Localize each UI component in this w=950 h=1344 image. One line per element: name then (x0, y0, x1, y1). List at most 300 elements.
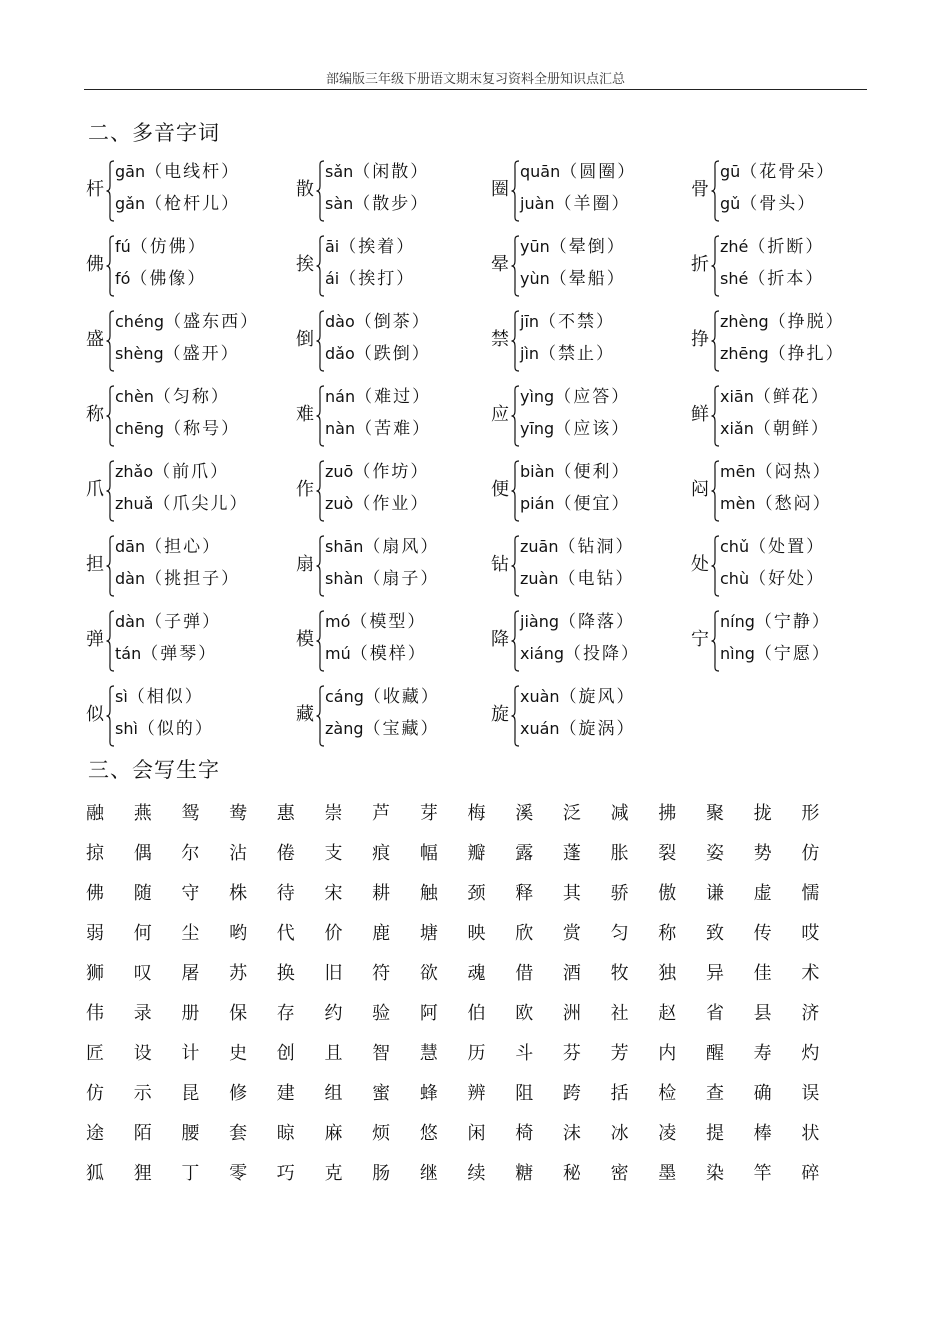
polyphone-reading (115, 161, 240, 183)
character-cell: 蓬 (562, 843, 581, 864)
example-word: （朝鲜） (753, 419, 830, 439)
character-cell: 套 (229, 1123, 248, 1144)
character-cell: 状 (801, 1123, 820, 1144)
character-cell: 触 (419, 883, 438, 904)
pinyin-label: jiàng (520, 612, 559, 631)
pinyin-label: xiáng (520, 644, 565, 663)
character-cell: 弱 (86, 923, 104, 944)
pinyin-label: chéng (115, 312, 165, 331)
character-cell: 染 (705, 1163, 724, 1184)
pinyin-label: dān (115, 537, 146, 556)
character-cell: 约 (324, 1003, 343, 1024)
character-cell: 狮 (86, 963, 104, 984)
polyphone-char: 宁 (691, 629, 709, 650)
pinyin-label: gǎn (115, 194, 146, 213)
character-cell: 映 (467, 923, 486, 944)
polyphone-reading (115, 311, 259, 333)
character-cell: 冰 (610, 1123, 629, 1144)
pinyin-label: dàn (115, 569, 146, 588)
character-cell: 丁 (181, 1163, 200, 1184)
example-word: （应该） (554, 419, 631, 439)
polyphone-char: 挨 (296, 254, 314, 275)
pinyin-label: zhǎo (115, 462, 154, 481)
polyphone-entry (296, 608, 491, 674)
pinyin-label: zuō (325, 462, 354, 481)
character-cell: 倦 (276, 843, 295, 864)
polyphone-entry (491, 158, 691, 224)
character-cell: 独 (658, 963, 677, 984)
example-word: （盛开） (163, 344, 240, 364)
character-cell: 拢 (753, 803, 772, 824)
example-word: （便利） (554, 462, 631, 482)
character-cell: 闲 (467, 1123, 486, 1144)
polyphone-reading (115, 193, 240, 215)
character-cell: 宋 (324, 883, 343, 904)
pinyin-label: xiān (720, 387, 754, 406)
example-word: （旋涡） (559, 719, 636, 739)
example-word: （圆圈） (560, 162, 637, 182)
character-cell: 借 (515, 963, 534, 984)
character-cell: 尔 (181, 843, 200, 864)
character-cell: 耕 (372, 883, 391, 904)
example-word: （晕倒） (549, 237, 626, 257)
polyphone-entry (691, 458, 886, 524)
character-cell: 痕 (372, 843, 391, 864)
polyphone-entry (491, 383, 691, 449)
pinyin-label: shé (720, 269, 749, 288)
polyphone-reading (115, 236, 207, 258)
polyphone-char: 便 (491, 479, 509, 500)
example-word: （模型） (350, 612, 427, 632)
character-cell: 苏 (229, 963, 248, 984)
polyphone-reading (325, 236, 415, 258)
character-cell: 阻 (515, 1083, 534, 1104)
character-cell: 仿 (86, 1083, 104, 1104)
pinyin-label: shān (325, 537, 364, 556)
character-cell: 泛 (562, 803, 581, 824)
character-cell: 形 (801, 803, 820, 824)
polyphone-reading (520, 161, 636, 183)
example-word: （收藏） (363, 687, 440, 707)
example-word: （难过） (355, 387, 432, 407)
polyphone-char: 盛 (86, 329, 104, 350)
left-brace-icon (511, 385, 520, 447)
character-cell: 内 (658, 1043, 677, 1064)
pinyin-label: zàng (325, 719, 364, 738)
polyphone-reading (720, 461, 832, 483)
character-cell: 其 (562, 883, 581, 904)
pinyin-label: chù (720, 569, 750, 588)
example-word: （宁静） (754, 612, 831, 632)
polyphone-reading (115, 461, 229, 483)
character-cell: 燕 (133, 803, 152, 824)
polyphone-char: 佛 (86, 254, 104, 275)
polyphone-reading (520, 311, 615, 333)
character-cell: 傲 (658, 883, 677, 904)
example-word: （羊圈） (554, 194, 631, 214)
character-cell: 株 (229, 883, 248, 904)
pinyin-label: juàn (520, 194, 555, 213)
polyphone-entry (691, 158, 886, 224)
character-cell: 致 (705, 923, 724, 944)
polyphone-reading (325, 686, 440, 708)
pinyin-label: nán (325, 387, 356, 406)
pinyin-label: yīng (520, 419, 555, 438)
example-word: （盛东西） (164, 312, 260, 332)
section-title-characters: 三、会写生字 (88, 758, 220, 782)
left-brace-icon (511, 310, 520, 372)
character-cell: 融 (86, 803, 104, 824)
character-cell: 确 (753, 1083, 772, 1104)
polyphone-reading (115, 718, 214, 740)
pinyin-label: xiǎn (720, 419, 754, 438)
character-cell: 称 (658, 923, 677, 944)
character-cell: 慧 (419, 1043, 438, 1064)
character-cell: 组 (324, 1083, 343, 1104)
polyphone-reading (520, 461, 631, 483)
character-cell: 惠 (276, 803, 295, 824)
character-cell: 异 (705, 963, 724, 984)
polyphone-entry (86, 608, 296, 674)
polyphone-char: 旋 (491, 704, 509, 725)
polyphone-reading (720, 161, 835, 183)
character-cell: 牧 (610, 963, 629, 984)
left-brace-icon (106, 385, 115, 447)
left-brace-icon (511, 685, 520, 747)
pinyin-label: dàn (115, 612, 146, 631)
character-cell: 县 (753, 1003, 772, 1024)
polyphone-entry (86, 683, 296, 749)
character-cell: 伟 (86, 1003, 104, 1024)
character-cell: 梅 (467, 803, 486, 824)
polyphone-char: 扇 (296, 554, 314, 575)
character-cell: 且 (324, 1043, 343, 1064)
polyphone-reading (325, 718, 440, 740)
polyphone-entry (296, 533, 491, 599)
polyphone-reading (720, 343, 845, 365)
character-cell: 册 (181, 1003, 200, 1024)
character-cell: 匠 (86, 1043, 104, 1064)
polyphone-entry (86, 383, 296, 449)
pinyin-label: quān (520, 162, 561, 181)
left-brace-icon (106, 235, 115, 297)
character-cell: 哟 (229, 923, 248, 944)
polyphone-reading (520, 686, 636, 708)
character-cell: 裂 (658, 843, 677, 864)
polyphone-entry (296, 308, 491, 374)
character-cell: 悠 (419, 1123, 438, 1144)
character-cell: 守 (181, 883, 200, 904)
left-brace-icon (711, 160, 720, 222)
pinyin-label: mó (325, 612, 351, 631)
character-cell: 佳 (753, 963, 772, 984)
left-brace-icon (106, 610, 115, 672)
polyphone-reading (720, 568, 825, 590)
polyphone-reading (115, 268, 206, 290)
pinyin-label: xuàn (520, 687, 560, 706)
character-cell: 支 (324, 843, 343, 864)
pinyin-label: níng (720, 612, 755, 631)
polyphone-entry (86, 533, 296, 599)
character-cell: 历 (467, 1043, 486, 1064)
left-brace-icon (316, 535, 325, 597)
polyphone-entry (296, 158, 491, 224)
pinyin-label: nìng (720, 644, 755, 663)
polyphone-entry (86, 458, 296, 524)
character-cell: 阿 (419, 1003, 438, 1024)
character-cell: 偶 (133, 843, 152, 864)
left-brace-icon (106, 310, 115, 372)
left-brace-icon (316, 460, 325, 522)
character-cell: 肠 (372, 1163, 391, 1184)
character-cell: 竿 (753, 1163, 772, 1184)
character-cell: 济 (801, 1003, 820, 1024)
polyphone-reading (720, 611, 831, 633)
polyphone-entry (691, 308, 886, 374)
character-cell: 续 (467, 1163, 486, 1184)
character-cell: 克 (324, 1163, 343, 1184)
character-cell: 继 (419, 1163, 438, 1184)
character-cell: 塘 (419, 923, 438, 944)
pinyin-label: yūn (520, 237, 550, 256)
polyphone-entry (491, 533, 691, 599)
polyphone-char: 模 (296, 629, 314, 650)
pinyin-label: fó (115, 269, 131, 288)
character-cell: 椅 (515, 1123, 534, 1144)
character-cell: 价 (324, 923, 343, 944)
character-cell: 途 (86, 1123, 104, 1144)
character-cell: 晾 (276, 1123, 295, 1144)
character-cell: 录 (133, 1003, 152, 1024)
pinyin-label: sì (115, 687, 128, 706)
character-cell: 待 (276, 883, 295, 904)
polyphone-reading (325, 268, 415, 290)
polyphone-char: 降 (491, 629, 509, 650)
example-word: （挨打） (339, 269, 416, 289)
polyphone-char: 作 (296, 479, 314, 500)
character-cell: 尘 (181, 923, 200, 944)
character-cell: 芽 (419, 803, 438, 824)
pinyin-label: yùn (520, 269, 550, 288)
polyphone-char: 骨 (691, 179, 709, 200)
character-cell: 旧 (324, 963, 343, 984)
example-word: （扇风） (363, 537, 440, 557)
character-cell: 醒 (705, 1043, 724, 1064)
polyphone-entry (86, 308, 296, 374)
character-cell: 芦 (372, 803, 391, 824)
polyphone-entry (296, 458, 491, 524)
pinyin-label: sàn (325, 194, 354, 213)
polyphone-reading (325, 343, 431, 365)
pinyin-label: gǔ (720, 194, 741, 213)
character-cell: 赏 (562, 923, 581, 944)
character-cell: 棒 (753, 1123, 772, 1144)
character-cell: 传 (753, 923, 772, 944)
character-cell: 括 (610, 1083, 629, 1104)
pinyin-label: zhé (720, 237, 749, 256)
polyphone-entry (491, 458, 691, 524)
polyphone-reading (720, 268, 824, 290)
polyphone-char: 难 (296, 404, 314, 425)
pinyin-label: chǔ (720, 537, 750, 556)
pinyin-label: shì (115, 719, 138, 738)
polyphone-char: 鲜 (691, 404, 709, 425)
polyphone-char: 爪 (86, 479, 104, 500)
character-cell: 聚 (705, 803, 724, 824)
example-word: （降落） (559, 612, 635, 632)
polyphone-entry (491, 683, 691, 749)
polyphone-reading (325, 418, 431, 440)
character-cell: 零 (229, 1163, 248, 1184)
example-word: （投降） (564, 644, 641, 664)
left-brace-icon (316, 235, 325, 297)
left-brace-icon (711, 535, 720, 597)
character-cell: 麻 (324, 1123, 343, 1144)
polyphone-char: 钻 (491, 554, 509, 575)
polyphone-entry (691, 533, 886, 599)
example-word: （作业） (353, 494, 430, 514)
polyphone-reading (520, 236, 626, 258)
character-cell: 沾 (229, 843, 248, 864)
example-word: （前爪） (153, 462, 230, 482)
left-brace-icon (316, 160, 325, 222)
polyphone-reading (520, 611, 635, 633)
example-word: （便宜） (554, 494, 631, 514)
example-word: （倒茶） (354, 312, 431, 332)
polyphone-reading (325, 568, 439, 590)
polyphone-reading (520, 386, 630, 408)
example-word: （模样） (350, 644, 427, 664)
example-word: （苦难） (355, 419, 432, 439)
polyphone-entry (691, 383, 886, 449)
polyphone-reading (720, 193, 816, 215)
character-cell: 修 (229, 1083, 248, 1104)
character-cell: 示 (133, 1083, 152, 1104)
character-cell: 伯 (467, 1003, 486, 1024)
example-word: （担心） (145, 537, 222, 557)
pinyin-label: zhuǎ (115, 494, 154, 513)
character-cell: 斗 (515, 1043, 534, 1064)
polyphone-reading (520, 718, 636, 740)
polyphone-reading (115, 611, 221, 633)
left-brace-icon (711, 310, 720, 372)
character-cell: 欧 (515, 1003, 534, 1024)
character-cell: 匀 (610, 923, 629, 944)
pinyin-label: xuán (520, 719, 560, 738)
character-cell: 颈 (467, 883, 486, 904)
pinyin-label: shèng (115, 344, 164, 363)
pinyin-label: tán (115, 644, 142, 663)
section-title-polyphones: 二、多音字词 (88, 121, 220, 145)
pinyin-label: gū (720, 162, 741, 181)
character-cell: 巧 (276, 1163, 295, 1184)
character-cell: 创 (276, 1043, 295, 1064)
character-cell: 代 (276, 923, 295, 944)
example-word: （散步） (353, 194, 430, 214)
polyphone-entry (86, 233, 296, 299)
character-cell: 验 (372, 1003, 391, 1024)
character-cell: 洲 (562, 1003, 581, 1024)
polyphone-reading (115, 493, 248, 515)
pinyin-label: āi (325, 237, 340, 256)
polyphone-entry (491, 608, 691, 674)
pinyin-label: nàn (325, 419, 356, 438)
character-cell: 检 (658, 1083, 677, 1104)
example-word: （应答） (554, 387, 631, 407)
character-cell: 蜂 (419, 1083, 438, 1104)
left-brace-icon (316, 385, 325, 447)
pinyin-label: zuàn (520, 569, 559, 588)
character-cell: 辨 (467, 1083, 486, 1104)
character-cell: 鸯 (229, 803, 248, 824)
example-word: （似的） (137, 719, 214, 739)
polyphone-char: 藏 (296, 704, 314, 725)
polyphone-reading (115, 536, 221, 558)
pinyin-label: ái (325, 269, 340, 288)
character-cell: 姿 (705, 843, 724, 864)
polyphone-reading (325, 643, 427, 665)
polyphone-reading (325, 161, 429, 183)
polyphone-reading (115, 568, 240, 590)
polyphone-reading (325, 611, 426, 633)
left-brace-icon (511, 235, 520, 297)
character-cell: 寿 (753, 1043, 772, 1064)
character-cell: 势 (753, 843, 772, 864)
polyphone-reading (720, 418, 830, 440)
example-word: （枪杆儿） (145, 194, 241, 214)
example-word: （子弹） (145, 612, 222, 632)
polyphone-reading (325, 386, 431, 408)
example-word: （挨着） (339, 237, 416, 257)
pinyin-label: zuò (325, 494, 354, 513)
polyphone-char: 似 (86, 704, 104, 725)
character-cell: 社 (610, 1003, 629, 1024)
polyphone-char: 圈 (491, 179, 509, 200)
example-word: （电钻） (558, 569, 635, 589)
character-cell: 芳 (610, 1043, 629, 1064)
example-word: （跌倒） (354, 344, 431, 364)
pinyin-label: chèn (115, 387, 154, 406)
example-word: （晕船） (549, 269, 626, 289)
example-word: （扇子） (363, 569, 440, 589)
character-cell: 叹 (133, 963, 152, 984)
character-cell: 跨 (562, 1083, 581, 1104)
example-word: （挑担子） (145, 569, 241, 589)
character-cell: 陌 (133, 1123, 152, 1144)
example-word: （处置） (749, 537, 826, 557)
left-brace-icon (316, 685, 325, 747)
polyphone-reading (325, 311, 431, 333)
character-cell: 符 (372, 963, 391, 984)
character-cell: 拂 (658, 803, 677, 824)
polyphone-reading (115, 343, 240, 365)
example-word: （挣扎） (768, 344, 845, 364)
character-grid (86, 802, 846, 1202)
character-cell: 谦 (705, 883, 724, 904)
character-cell: 烦 (372, 1123, 391, 1144)
character-cell: 骄 (610, 883, 629, 904)
example-word: （花骨朵） (740, 162, 836, 182)
polyphone-char: 散 (296, 179, 314, 200)
character-cell: 换 (276, 963, 295, 984)
example-word: （钻洞） (558, 537, 635, 557)
polyphone-grid (86, 158, 886, 758)
left-brace-icon (106, 160, 115, 222)
example-word: （爪尖儿） (153, 494, 249, 514)
character-cell: 史 (229, 1043, 248, 1064)
pinyin-label: zuān (520, 537, 559, 556)
character-cell: 计 (181, 1043, 200, 1064)
